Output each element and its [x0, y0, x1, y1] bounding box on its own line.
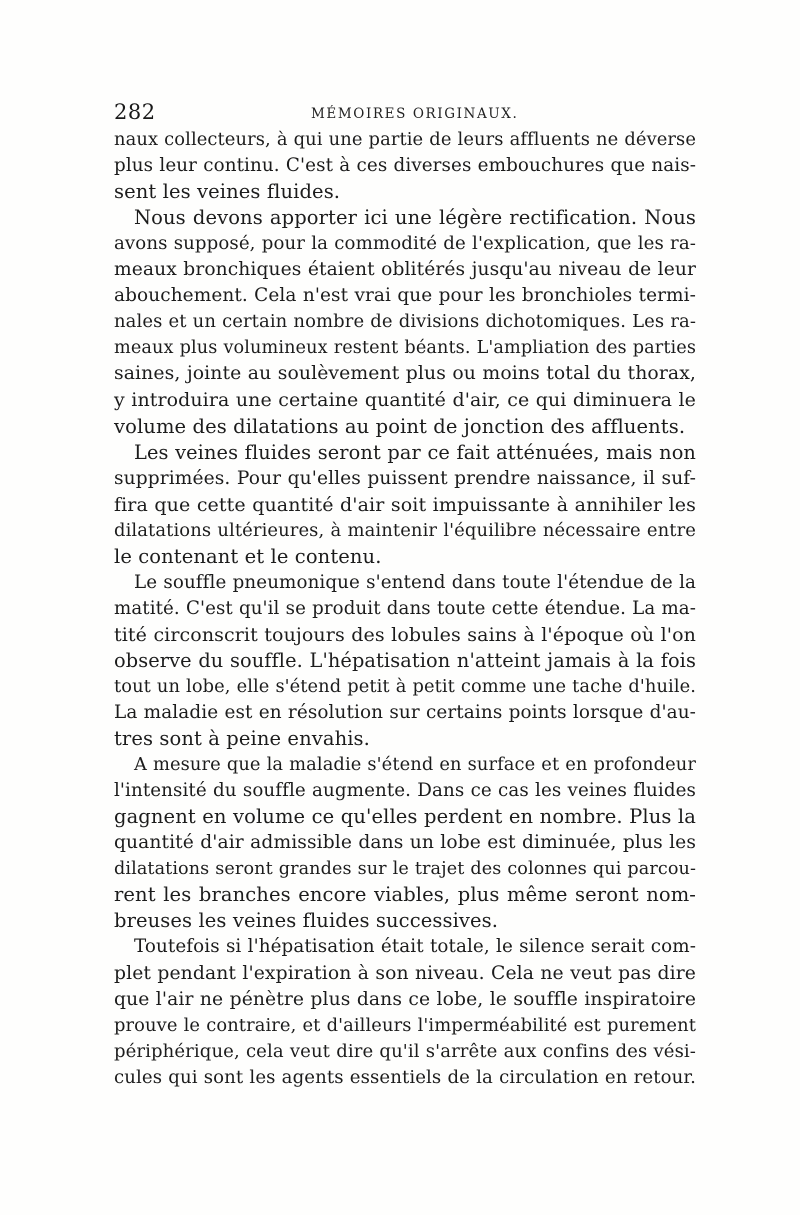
- text-line: observe du souffle. L'hépatisation n'atteint jamais à la fois: [114, 648, 696, 672]
- text-line: volume des dilatations au point de jonction des affluents.: [114, 414, 686, 438]
- text-line: Les veines fluides seront par ce fait atténuées, mais non: [134, 440, 696, 464]
- text-line: abouchement. Cela n'est vrai que pour les bronchioles termi-: [114, 285, 696, 307]
- paragraph: [114, 934, 696, 1090]
- text-line: que l'air ne pénètre plus dans ce lobe, le souffle inspiratoire: [114, 988, 696, 1010]
- text-line: meaux plus volumineux restent béants. L'ampliation des parties: [114, 338, 696, 359]
- text-line: dilatations ultérieures, à maintenir l'équilibre nécessaire entre: [114, 519, 696, 541]
- text-line: le contenant et le contenu.: [114, 544, 382, 568]
- text-line: quantité d'air admissible dans un lobe est diminuée, plus les: [114, 832, 696, 854]
- text-line: Toutefois si l'hépatisation était totale, le silence serait com-: [134, 936, 696, 958]
- text-line: naux collecteurs, à qui une partie de leurs affluents ne déverse: [114, 129, 696, 150]
- paragraph: [114, 205, 696, 439]
- text-line: matité. C'est qu'il se produit dans toute cette étendue. La ma-: [114, 597, 696, 619]
- text-line: tres sont à peine envahis.: [114, 727, 370, 751]
- text-line: périphérique, cela veut dire qu'il s'arrête aux confins des vési-: [114, 1040, 696, 1062]
- text-line: tité circonscrit toujours des lobules sains à l'époque où l'on: [114, 623, 696, 646]
- text-line: plus leur continu. C'est à ces diverses embouchures que nais-: [114, 155, 696, 177]
- running-title: MÉMOIRES ORIGINAUX.: [311, 106, 519, 122]
- text-line: y introduira une certaine quantité d'air, ce qui diminuera le: [114, 389, 696, 412]
- text-line: nales et un certain nombre de divisions dichotomiques. Les ra-: [114, 311, 696, 333]
- paragraph: [114, 570, 696, 752]
- text-line: La maladie est en résolution sur certains points lorsque d'au-: [114, 702, 696, 724]
- paragraph: [114, 752, 696, 934]
- text-line: tout un lobe, elle s'étend petit à petit comme une tache d'huile.: [114, 675, 696, 697]
- paragraph: [114, 127, 696, 205]
- text-line: rent les branches encore viables, plus même seront nom-: [114, 883, 696, 907]
- paragraph: [114, 440, 696, 570]
- text-line: saines, jointe au soulèvement plus ou moins total du thorax,: [114, 363, 696, 385]
- text-line: gagnent en volume ce qu'elles perdent en nombre. Plus la: [114, 805, 696, 829]
- text-line: Nous devons apporter ici une légère rectification. Nous: [134, 206, 696, 230]
- text-line: l'intensité du souffle augmente. Dans ce cas les veines fluides: [114, 780, 696, 802]
- running-head: [114, 100, 694, 124]
- text-line: A mesure que la maladie s'étend en surface et en profondeur: [134, 754, 696, 776]
- text-line: prouve le contraire, et d'ailleurs l'imperméabilité est purement: [114, 1014, 696, 1036]
- text-line: meaux bronchiques étaient oblitérés jusqu'au niveau de leur: [114, 259, 696, 281]
- body-text: [114, 127, 696, 1091]
- text-line: supprimées. Pour qu'elles puissent prendre naissance, il suf-: [114, 467, 696, 489]
- text-line: Le souffle pneumonique s'entend dans toute l'étendue de la: [134, 571, 696, 593]
- text-line: fira que cette quantité d'air soit impuissante à annihiler les: [114, 493, 696, 516]
- text-line: breuses les veines fluides successives.: [114, 909, 499, 933]
- text-line: dilatations seront grandes sur le trajet des colonnes qui parcou-: [114, 859, 696, 880]
- text-line: cules qui sont les agents essentiels de la circulation en retour.: [114, 1066, 696, 1088]
- text-line: sent les veines fluides.: [114, 180, 341, 204]
- text-line: avons supposé, pour la commodité de l'explication, que les ra-: [114, 233, 696, 255]
- text-line: plet pendant l'expiration à son niveau. Cela ne veut pas dire: [114, 962, 696, 984]
- page-number: 282: [114, 100, 156, 124]
